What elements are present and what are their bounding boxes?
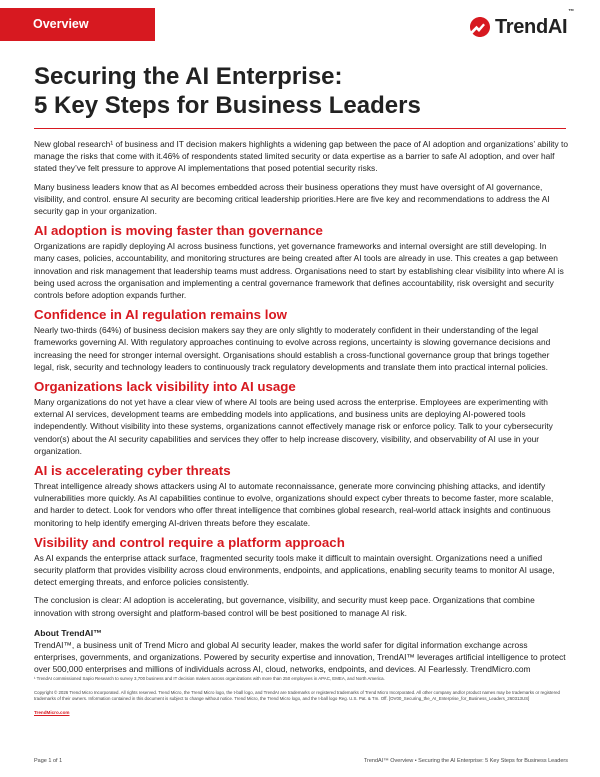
section-heading-5: Visibility and control require a platform approach bbox=[34, 534, 345, 550]
overview-tag bbox=[0, 8, 155, 41]
section-heading-1: AI adoption is moving faster than governance bbox=[34, 223, 323, 239]
trendai-logo-icon bbox=[468, 15, 492, 39]
title-line-2: 5 Key Steps for Business Leaders bbox=[34, 92, 421, 119]
about-body: TrendAI™, a business unit of Trend Micro and global AI security leader, makes the world safer for digital information exchange across enterprises, governments, and organizations. Powered by security expertise and innovation, TrendAI™ leverages artificial intelligence to protect over 500,000 enterprises and millions of individuals across AI, cloud, networks, endpoints, and devices. AI Fearlessly. TrendMicro.com bbox=[34, 639, 566, 675]
footer-title: TrendAI™ Overview • Securing the AI Enterprise: 5 Key Steps for Business Leaders bbox=[363, 758, 568, 764]
section-body-4: Threat intelligence already shows attackers using AI to automate reconnaissance, generate more convincing phishing attacks, and identify vulnerabilities more quickly. As AI capabilities continue to evolve, organizations should expect cyber threats to become faster, more scalable, and harder to detect. Look for vendors who offer threat intelligence that combines global research, real-world attack insights and continuous monitoring to help identify emerging AI-driven threats before they escalate. bbox=[34, 481, 554, 528]
logo-wordmark: TrendAI™ bbox=[494, 8, 574, 38]
conclusion-paragraph: The conclusion is clear: AI adoption is accelerating, but governance, visibility, and security must keep pace. Organizations that combine innovation with strong oversight and platform-based control will be best positioned to manage AI risk. bbox=[34, 595, 535, 618]
document-body bbox=[34, 138, 568, 680]
intro-paragraph-2: Many business leaders know that as AI becomes embedded across their business operations they must have oversight of AI governance, visibility, and control. ensure AI security are becoming critical leadership priorities.Here are five key and recommendations to address the AI security gap in your organization. bbox=[34, 181, 550, 217]
intro-paragraph-1: New global research¹ of business and IT decision makers highlights a widening gap between the pace of AI adoption and organizations’ ability to manage the risks that come with it.46% of respondents stated limited security or data expertise as a barrier to safe AI adoption, and over half stated they’ve felt pressure to approve AI implementations that posed potential security risks. bbox=[34, 139, 569, 174]
section-heading-2: Confidence in AI regulation remains low bbox=[34, 307, 287, 323]
section-heading-3: Organizations lack visibility into AI usage bbox=[34, 379, 296, 395]
footnote: ¹ TrendAI commissioned Sapio Research to survey 3,700 business and IT decision makers across organizations with more than 250 employees in APAC, EMEA, and North America. bbox=[34, 676, 385, 681]
page-title bbox=[34, 62, 574, 120]
title-line-1: Securing the AI Enterprise: bbox=[34, 63, 343, 90]
title-divider bbox=[34, 128, 566, 129]
section-body-1: Organizations are rapidly deploying AI across business functions, yet governance frameworks and internal oversight are still developing. In many cases, policies, accountability, and monitoring structures are being created after AI tools are already in use. This creates a gap between innovation and risk management that leadership teams must address. Organisations need to start by establishing clear visibility into where AI is being used across the organisation and implementing a central governance framework that defines accountability, risk oversight and security controls before adoption expands further. bbox=[34, 241, 564, 301]
about-heading: About TrendAI™ bbox=[34, 627, 102, 638]
page-number: Page 1 of 1 bbox=[34, 758, 63, 764]
overview-tag-label: Overview bbox=[33, 17, 89, 31]
section-body-3: Many organizations do not yet have a clear view of where AI tools are being used across the enterprise. Employees are experimenting with external AI services, development teams are embedding models into applications, and business units are deploying AI-powered tools independently. Without visibility into these systems, organizations cannot effectively manage risk or enforce policy. Talk to your cybersecurity vendor(s) about the AI security capabilities and services they offer to help increase discovery, visibility, and observability of AI use in your organization. bbox=[34, 397, 553, 456]
section-body-2: Nearly two-thirds (64%) of business decision makers say they are only slightly to moderately confident in their understanding of the legal frameworks governing AI. With regulatory approaches continuing to evolve across regions, uncertainty is slowing governance decisions and increasing the need for stronger internal oversight. Organisations should establish a cross-functional governance group that brings together legal, risk, security and technology leaders to continuously track regulatory developments and translate them into practical internal policies. bbox=[34, 325, 551, 372]
section-heading-4: AI is accelerating cyber threats bbox=[34, 463, 231, 479]
section-body-5: As AI expands the enterprise attack surface, fragmented security tools make it difficult to maintain oversight. Organizations need a unified security platform that provides visibility across cloud environments, endpoints, and applications, enabling security teams to monitor AI usage, detect emerging threats, and enforce policies consistently. bbox=[34, 552, 555, 588]
trendai-logo bbox=[468, 8, 574, 40]
site-link[interactable]: TrendMicro.com bbox=[34, 710, 70, 715]
copyright-notice: Copyright © 2026 Trend Micro Incorporated. All rights reserved. Trend Micro, the Trend Micro logo, the t-ball logo, and TrendAI are trademarks or registered trademarks of Trend Micro Incorporated. All other company and/or product names may be trademarks or registered trademarks of their owners. Information contained in this document is subject to change without notice. Trend Micro, the Trend Micro logo, and the t-ball logo Reg. U.S. Pat. & Tm. Off. [OV00_Securing_the_AI_Enterprise_for_Business_Leaders_260313US] bbox=[34, 690, 560, 701]
